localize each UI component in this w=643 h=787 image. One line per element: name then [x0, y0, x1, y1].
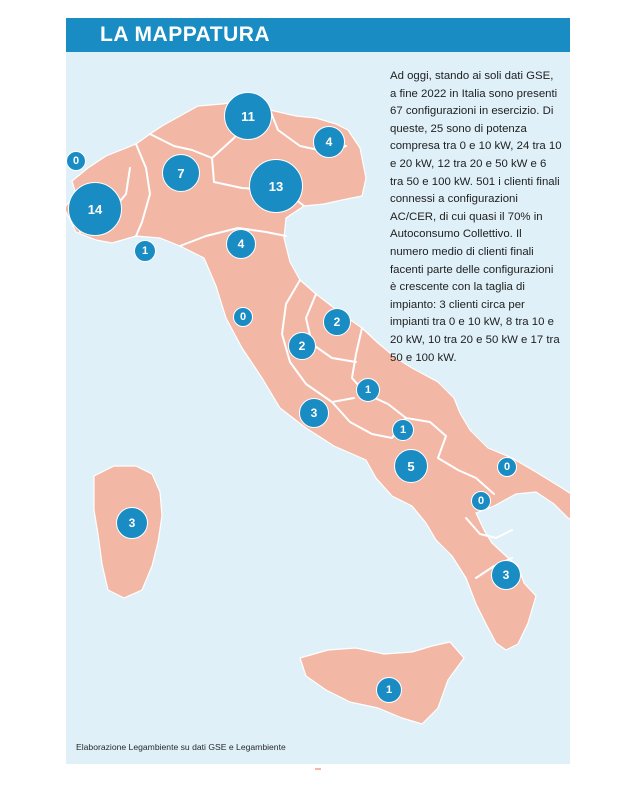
page-mark: [315, 768, 321, 770]
bubble-lazio: 3: [299, 398, 329, 428]
bubble-valle-d-aosta: 0: [66, 151, 86, 171]
description-text: Ad oggi, stando ai soli dati GSE, a fine 2022 in Italia sono presenti 67 configurazioni in esercizio. Di queste, 25 sono di potenza compresa tra 0 e 10 kW, 24 tra 10 e 20 kW, 12 tra 20 e 50 kW e 6 tra 50 e 100 kW. 501 i clienti finali connessi a configurazioni AC/CER, di cui quasi il 70% in Autoconsumo Collettivo. Il numero medio di clienti finali facenti parte delle configurazioni è crescente con la taglia di impianto: 3 clienti circa per impianti tra 0 e 10 kW, 8 tra 10 e 20 kW, 10 tra 20 e 50 kW e 17 tra 50 e 100 kW.: [390, 70, 562, 364]
bubble-sardegna: 3: [116, 507, 148, 539]
bubble-sicilia: 1: [376, 677, 402, 703]
bubble-marche: 2: [323, 308, 351, 336]
bubble-trentino-alto-adige: 11: [224, 92, 272, 140]
bubble-molise: 1: [392, 419, 414, 441]
bubble-piemonte: 14: [68, 182, 122, 236]
bubble-puglia: 0: [497, 457, 517, 477]
bubble-toscana: 0: [233, 307, 253, 327]
bubble-emilia-romagna: 4: [226, 229, 256, 259]
bubble-liguria: 1: [134, 240, 156, 262]
map-panel: [66, 18, 570, 764]
bubble-basilicata: 0: [471, 491, 491, 511]
bubble-calabria: 3: [491, 560, 521, 590]
bubble-lombardia: 7: [162, 154, 200, 192]
bubble-friuli-venezia-giulia: 4: [313, 126, 345, 158]
bubble-umbria: 2: [288, 332, 316, 360]
page-title: LA MAPPATURA: [100, 23, 271, 46]
bubble-abruzzo: 1: [356, 378, 380, 402]
bubble-campania: 5: [394, 449, 428, 483]
bubble-veneto: 13: [249, 159, 303, 213]
source-note: Elaborazione Legambiente su dati GSE e Legambiente: [76, 742, 286, 752]
